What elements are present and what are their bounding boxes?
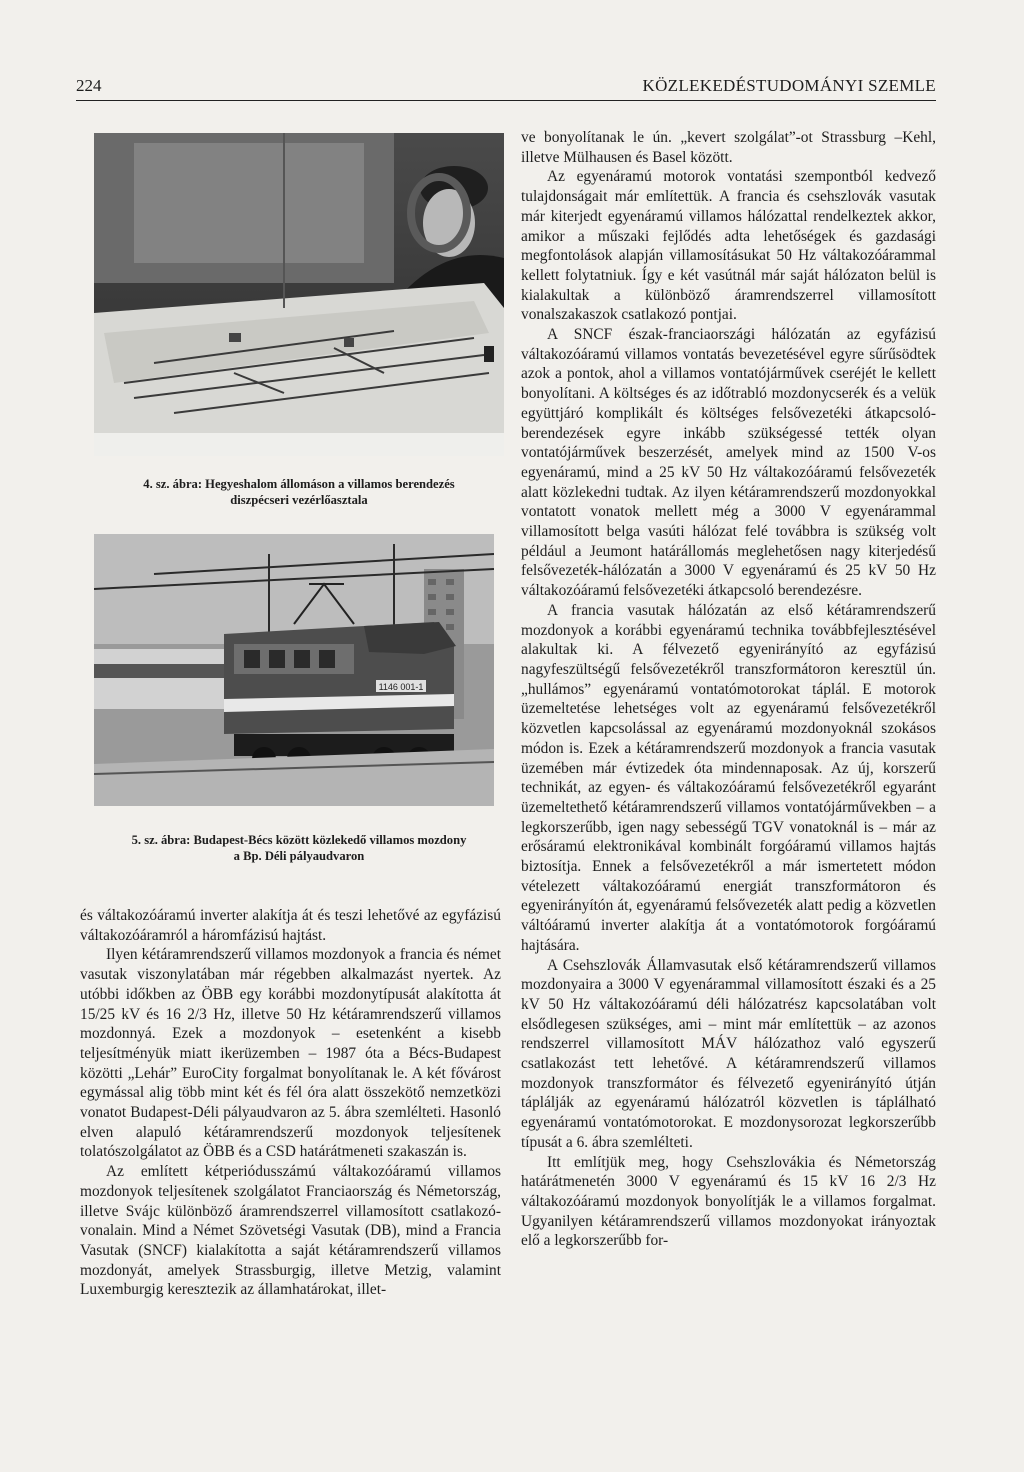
paragraph: Ilyen kétáramrendszerű villamos mozdonyok a francia és német vasutak viszonylatában már régebben alkalmazást nyertek. Az utóbbi időkben az ÖBB egy korábbi mozdonytípusát alakította át 15/25 kV és 16 2/3 Hz, illetve 50 Hz kétáramrendszerű villamos mozdonnyá. Ezek a mozdonyok – esetenként a kisebb teljesítményük miatt ikerüzemben – 1987 óta a Bécs-Budapest közötti „Lehár” EuroCity forgalmat bonyolítanak le. A két fővárost egymással alig több mint két és fél óra alatt összekötő nemzetközi vonatot Budapest-Déli pályaudvaron az 5. ábra szemlélteti. Hasonló elven alapuló kétáramrendszerű mozdonyok teljesítenek tolatószolgálatot az ÖBB és a CSD határátmeneti szakaszán is. [80, 946, 501, 1161]
paragraph: A francia vasutak hálózatán az első kétáramrendszerű mozdonyok a korábbi egyenáramú technika továbbfejlesztésével alakultak ki. A félvezető egyenirányító az egyfázisú nagyfeszültségű felsővezetékről transzformátoron keresztül ún. „hullámos” egyenáramú vontatómotorokat táplál. E motorok üzemeltetése lehetséges volt az egyenáramú felsővezetékről közvetlen kapcsolással az egyenáramú mozdonyoknál szokásos módon is. Ezek a kétáramrendszerű mozdonyok a francia vasutak üzemében már évtizedek óta mindennaposak. Az új, korszerű technikát, az egyen- és váltakozóáramú felsővezetékről egyaránt üzemeltethető kétáramrendszerű villamos vontatójárművekben – a legkorszerűbb, igen nagy sebességű TGV vonatoknál is – már az erősáramú elektronikával kombinált forgóáramú villamos hajtás biztosítja. Ennek a felsővezetékről a már ismertetett módon vételezett váltakozóáramú energiát transzformátoron és egyenirányítón át, egyenáramú felsővezeték alatt pedig a közvetlen váltóáramú inverter alakítja át a vontatómotorok forgóáramú hajtására. [521, 601, 936, 954]
paragraph: és váltakozóáramú inverter alakítja át és teszi lehetővé az egyfázisú váltakozóáramról a háromfázisú hajtást. [80, 907, 501, 944]
caption-line: a Bp. Déli pályaudvaron [233, 849, 365, 863]
figure-5-photo [94, 534, 494, 806]
figure-4-caption [76, 476, 522, 508]
page-number: 224 [76, 76, 102, 95]
left-column-text [80, 906, 501, 1300]
paragraph: Itt említjük meg, hogy Csehszlovákia és Németország határátmenetén 3000 V egyenáramú és 15 kV 16 2/3 Hz váltakozóáramú mozdonyok bonyolítják le a villamos forgalmat. Ugyanilyen kétáramrendszerű villamos mozdonyokat irányoztak elő a legkorszerűbb for- [521, 1153, 936, 1250]
page-header [76, 72, 936, 101]
figure-4-photo [94, 133, 504, 456]
figure-5-caption [76, 832, 522, 864]
paragraph: ve bonyolítanak le ún. „kevert szolgálat”-ot Strassburg –Kehl, illetve Mülhausen és Basel között. [521, 129, 936, 166]
loco-number: 1146 001-1 [378, 682, 424, 692]
caption-line: 5. sz. ábra: Budapest-Bécs között közlekedő villamos mozdony [131, 833, 467, 847]
paragraph: Az egyenáramú motorok vontatási szempontból kedvező tulajdonságait már említettük. A francia és csehszlovák vasutak már kiterjedt egyenáramú villamos hálózattal rendelkeztek akkor, amikor a műszaki fejlődés adta lehetőségek és gazdasági megfontolások alapján villamosításukat 50 Hz váltakozóárammal kellett folytatniuk. Így e két vasútnál már saját hálózaton belül is kialakultak a különböző áramrendszerrel villamosított vonalszakaszok csatlakozó pontjai. [521, 168, 936, 324]
paragraph: A SNCF észak-franciaországi hálózatán az egyfázisú váltakozóáramú villamos vontatás bevezetésével egyre sűrűsödtek azok a pontok, ahol a villamos vontatójárművek cseréjét le kellett bonyolítani. A költséges és az időtrabló mozdonycserék és a velük együttjáró komplikált és költséges felsővezetéki átkapcsoló-berendezések egyre inkább szükségessé tették olyan vontatójárművek beszerzését, amelyek mind az 1500 V-os egyenáramú, mind a 25 kV 50 Hz váltakozóáramú felsővezeték alatt közlekedni tudtak. Az ilyen kétáramrendszerű mozdonyokkal vontatott vonatok mellett még a 3000 V egyenárammal villamosított belga vasúti hálózat felé továbbra is szükség volt például a Jeumont határállomás meglehetősen nagy kiterjedésű felsővezeték-hálózatán a 3000 V egyenáramú és 25 kV 50 Hz váltakozóáramú felsővezetéki átkapcsoló berendezésre. [521, 326, 936, 600]
paragraph: Az említett kétperiódusszámú váltakozóáramú villamos mozdonyok teljesítenek szolgálatot Franciaország és Németország, illetve Svájc különböző áramrendszerrel villamosított csatlakozó-vonalain. Mind a Német Szövetségi Vasutak (DB), mind a Francia Vasutak (SNCF) kialakította a saját kétáramrendszerű villamos mozdonyát, amelyek Strassburgig, illetve Metzig, valamint Luxemburgig keresztezik az államhatárokat, illet- [80, 1163, 501, 1299]
paragraph: A Csehszlovák Államvasutak első kétáramrendszerű villamos mozdonyaira a 3000 V egyenárammal villamosított északi és a 25 kV 50 Hz váltakozóáramú déli hálózatrész kapcsolatában volt elsődlegesen szükséges, ami – mint már említettük – az azonos rendszerrel villamosított MÁV hálózathoz való egyszerű csatlakozást tett lehetővé. A kétáramrendszerű villamos mozdonyok transzformátor és félvezető egyenirányító útján táplálják az egyenáramú hálózatról közvetlen is táplálható egyenáramú vontatómotorokat. E mozdonysorozat legkorszerűbb típusát a 6. ábra szemlélteti. [521, 956, 936, 1151]
caption-line: 4. sz. ábra: Hegyeshalom állomáson a villamos berendezés [143, 477, 455, 491]
caption-line: diszpécseri vezérlőasztala [230, 493, 368, 507]
right-column-text [521, 128, 936, 1251]
journal-title: KÖZLEKEDÉSTUDOMÁNYI SZEMLE [642, 76, 936, 95]
